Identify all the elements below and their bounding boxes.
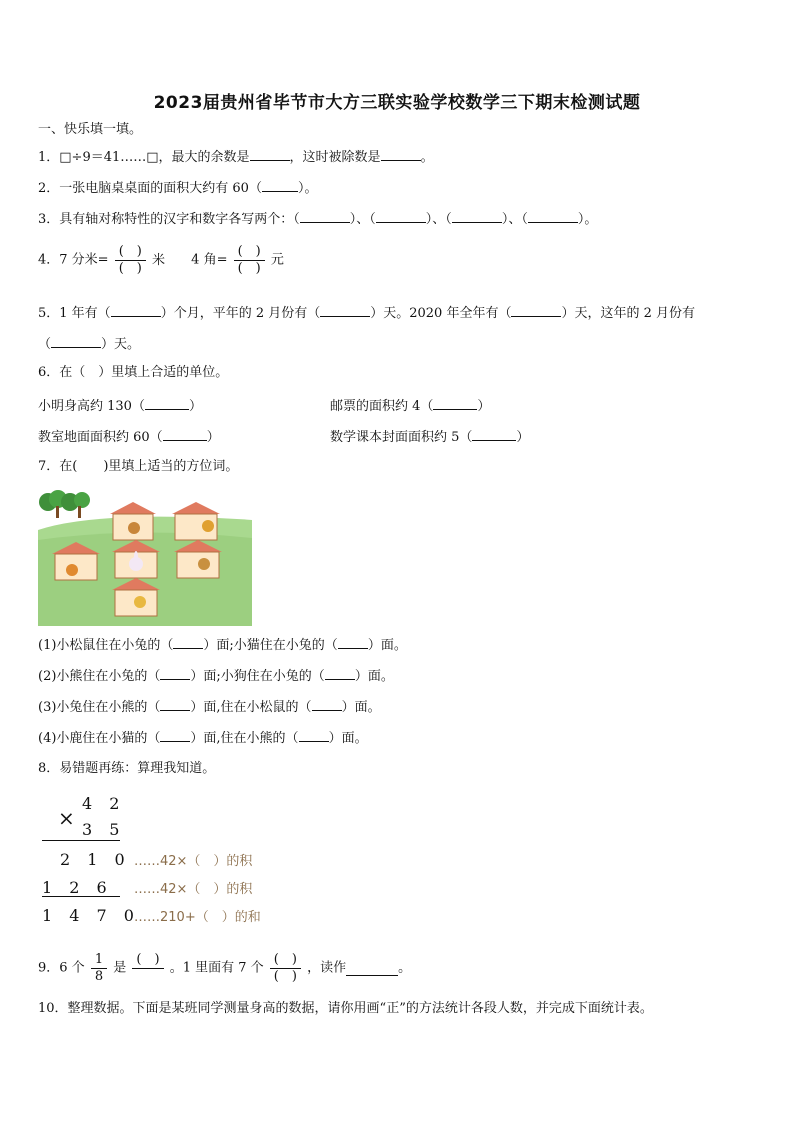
partial-product-1: 2 1 0 xyxy=(60,850,131,869)
answer-blank[interactable] xyxy=(160,727,190,742)
question-9: 9．6 个 $\frac{1}{8}$ 是 ( ) 。1 里面有 7 个 $\frac{( )}{( )}$ ，读作 。 xyxy=(38,952,412,984)
answer-blank[interactable] xyxy=(163,426,207,441)
page-title: 2023届贵州省毕节市大方三联实验学校数学三下期末检测试题 xyxy=(153,93,641,113)
question-10: 10．整理数据。下面是某班同学测量身高的数据，请你用画“正”的方法统计各段人数，并完成下面统计表。 xyxy=(38,1001,653,1016)
answer-blank[interactable] xyxy=(528,208,578,223)
answer-blank[interactable] xyxy=(145,395,189,410)
answer-blank[interactable] xyxy=(312,696,342,711)
divider-line xyxy=(42,840,120,841)
answer-blank[interactable] xyxy=(173,634,203,649)
question-6-item: 邮票的面积约 4（ ） xyxy=(330,395,490,416)
question-3: 3．具有轴对称特性的汉字和数字各写两个：（ ）、（ ）、（ ）、（ ）。 xyxy=(38,208,597,229)
answer-blank[interactable] xyxy=(325,665,355,680)
partial-note-2: ……42×（ ）的积 xyxy=(134,882,253,897)
answer-blank[interactable] xyxy=(346,961,398,976)
question-6-item: 教室地面面积约 60（ ） xyxy=(38,426,220,447)
partial-product-2: 1 2 6 xyxy=(42,878,113,897)
partial-note-1: ……42×（ ）的积 xyxy=(134,854,253,869)
divider-line xyxy=(42,896,120,897)
question-2: 2．一张电脑桌桌面的面积大约有 60（ ）。 xyxy=(38,177,317,198)
sum-note: ……210+（ ）的和 xyxy=(134,910,261,925)
answer-blank[interactable] xyxy=(381,146,421,161)
question-7-1: (1)小松鼠住在小兔的（ ）面;小猫住在小兔的（ ）面。 xyxy=(38,634,407,655)
answer-blank[interactable] xyxy=(250,146,290,161)
answer-blank[interactable] xyxy=(433,395,477,410)
answer-blank[interactable] xyxy=(300,208,350,223)
fraction-blank[interactable]: $\frac{( )}{( )}$ xyxy=(115,244,146,277)
answer-blank[interactable] xyxy=(338,634,368,649)
fraction-blank[interactable]: $\frac{( )}{( )}$ xyxy=(270,952,301,985)
answer-blank[interactable] xyxy=(452,208,502,223)
question-5-cont: （ ）天。 xyxy=(38,333,140,354)
fraction-blank[interactable]: $\frac{( )}{( )}$ xyxy=(234,244,265,277)
question-6: 6．在（ ）里填上合适的单位。 xyxy=(38,365,229,380)
question-5: 5．1 年有（ ）个月，平年的 2 月份有（ ）天。2020 年全年有（ ）天，这年的 2 月份有 xyxy=(38,302,695,323)
animal-houses-picture xyxy=(38,490,252,626)
times-sign: × xyxy=(58,806,81,830)
question-6-item: 小明身高约 130（ ） xyxy=(38,395,202,416)
question-7-4: (4)小鹿住在小猫的（ ）面,住在小熊的（ ）面。 xyxy=(38,727,368,748)
answer-blank[interactable] xyxy=(299,727,329,742)
answer-blank[interactable] xyxy=(160,696,190,711)
section-heading: 一、快乐填一填。 xyxy=(38,122,143,137)
answer-blank[interactable] xyxy=(320,302,370,317)
answer-blank[interactable] xyxy=(511,302,561,317)
answer-blank[interactable] xyxy=(472,426,516,441)
answer-blank[interactable] xyxy=(111,302,161,317)
question-7: 7．在( )里填上适当的方位词。 xyxy=(38,459,239,474)
answer-blank[interactable] xyxy=(51,333,101,348)
question-4: 4．7 分米= $\frac{( )}{( )}$ 米 4 角= $\frac{( )}{( )}$ 元 xyxy=(38,244,284,276)
question-8: 8．易错题再练：算理我知道。 xyxy=(38,761,216,776)
multiplicand: 4 2 xyxy=(82,794,126,813)
fraction-blank[interactable]: ( ) xyxy=(132,952,163,985)
question-7-2: (2)小熊住在小兔的（ ）面;小狗住在小兔的（ ）面。 xyxy=(38,665,394,686)
vertical-multiplication xyxy=(38,788,338,928)
answer-blank[interactable] xyxy=(160,665,190,680)
answer-blank[interactable] xyxy=(262,177,298,192)
multiplier: 3 5 xyxy=(82,820,126,839)
answer-blank[interactable] xyxy=(376,208,426,223)
question-6-item: 数学课本封面面积约 5（ ） xyxy=(330,426,529,447)
final-product: 1 4 7 0 xyxy=(42,906,140,925)
question-1: 1．□÷9＝41……□，最大的余数是 ，这时被除数是 。 xyxy=(38,146,434,167)
fraction: $\frac{1}{8}$ xyxy=(91,952,107,985)
question-7-3: (3)小兔住在小熊的（ ）面,住在小松鼠的（ ）面。 xyxy=(38,696,381,717)
